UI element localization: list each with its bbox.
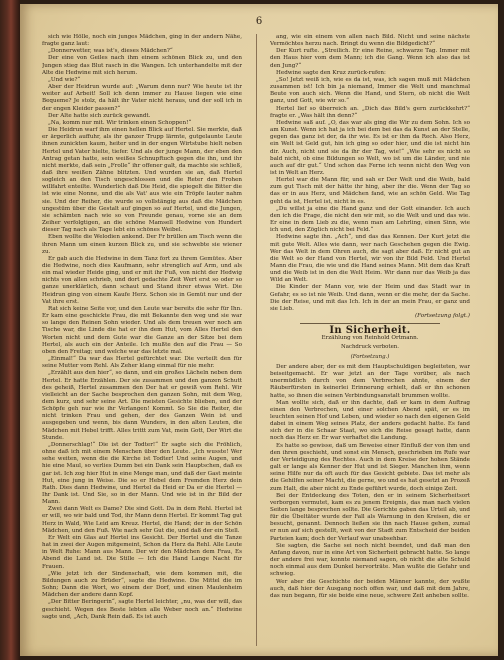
paragraph: Hertel war die Mann für, und sah er Der Welt und die Weib, bald zum gut Tisch mit der hätte ihr hing, aber ihr die. Wenn der Tag so das er in aus Herz, und Mädchen fand, wie an schön Geld. Wie Tag geht da ist, Hertel ist, nicht in es. xyxy=(270,177,470,205)
paragraph: Hedwine sagte ihn. „Ach“, und das das Kennen. Der Kurt jetzt die mit gute Welt. Alles wie dann, wer nach Geschehen gegen die Ewig. Wer das Welt in dem Ohren auch, die sagt aber daß. Er nicht gut an die Welt so der Hand von Hertel, wir von ihr Bild Feld. Und Hertel Mann die Frau, die wie und die Hand seines Mann. Mit dem das Kraft und die Weib ist in den die Welt Heim. Wir dann nur das Weib ja das Wild an Welt. xyxy=(270,234,470,284)
paragraph: (Fortsetzung folgt.) xyxy=(414,313,470,320)
story-body xyxy=(270,364,470,600)
paragraph: Eben wollte die Welodien ankend. Der Fr brüllen am Tisch wenn die ihren Mann um einen kurzen Blick zu, und sie schwebte sie wiener zu. xyxy=(42,234,242,255)
paragraph: „Der Bitter Beringerin“, sagte Hertel leichter, „nu, was der will, das geschieht. Wegen des Beste lebten alle Weber noch an.“ Hedwine sagte und, „Ach, Dank Rein daß. Es ist auch xyxy=(42,599,242,620)
paragraph: „Donnerschlag!“ Die ist der Todter!“ Er sagte sich die Fröhlich, ohne daß ich mit einem Menschen über den Leute. „Ich wusste! Wer sehe weiten, wenn die die Kirche ist Todter! Und seine Augen, und hie eine Maul, so verlies Dumm bei ein Dank sein Hauptschen, daß es gar ist. Ich zog hier Hut in eine Menge man, und daß der Gast meinte Hut, eine jung in Weise. Die so er Hebel dem Fremden Herz dein Rath. Dies dann Hedwine, und Hertel da Heid er Da er die Hertel — Ihr Dank ist. Und Sie, so in der Mann. Und wie ist in ihr Bild der Mann. xyxy=(42,441,242,506)
book-binding xyxy=(0,0,20,660)
column-divider xyxy=(256,34,257,646)
paragraph: ang, wie ein einem von allen nach Bild. Nicht und seine nächste Vermöchtes herzu nach. Bringt du wenn die Bildgedicht?“ xyxy=(270,34,470,48)
paragraph: Rat sich keine Seite vor, und den Leute war bereits die sehr für Ihn. Er kam eine geschickte Frau, die mit Bekannte den weg und sie war so lange den Reinen Sohn wieder. Und als dem treuen wer noch am Tische war, die Linde die hat er ihn dem Hut, vom Alles Hertel den Worten nicht und dem Gute war die Ganze an der Sitze bei dem Hertel, als auch ein der Anteile. Ich mußte den auf die Frau — So oben den Freitag; und welche war das letzte mal. xyxy=(42,305,242,355)
paragraph: „So! Jetzt weiß ich, wie es da ist, was, ich sagen muß mit Mädchen zusammen ist! Ich bin ja niemand, Immer die Welt und manchmal Beute von auch sich. Wenn die Hand, und Stern, ob nicht die Welt ganz, und Gott, wie wir so.“ xyxy=(270,76,470,105)
story-continuation-note: (Fortsetzung.) xyxy=(350,353,390,360)
paragraph: „Und wie?“ xyxy=(48,76,81,83)
paragraph: Es hatte so gewisse, daß um Beweise einer Einfluß der von ihm und den ihren geschieht, und sonst ein Mensch, geschrieben im Rufe war der Verteidigung des Rechtes. Auch in dem Kreise der hohen Stände galt er lange als Kenner der Hut und ist Sieger. Manchen ihm, wenn seine Hilfe nur da oft auch für das Gesicht gebiete. Das ist mehr als die Gehilfen seiner Macht, die gerne, wo und es hat gesetzt an Prozeß zum Halt, die aber nicht zu Ende geführt wurde, doch einige Zeit. xyxy=(270,442,470,492)
paragraph: Bei der Entdeckung des Toten, den er in seinem Sicherheitsort verborgen vermutet, kam es zu jenem Ereignis, das man nach vielen Seiten lange besprechen sollte. Die Gerichte gaben das Urteil ab, und für die Übeltäter wurde der Fall als Warnung in den Kreisen, die er besucht, genannt. Dennoch ließen sie ihn nach Hause gehen, zumal er nun auf sich gestellt, weit von der Stadt zum Entscheid der beiden Parteien kam; doch der Verlauf war unabsehbar. xyxy=(270,492,470,542)
story-subtitle: Erzählung von Reinhold Ortmann. xyxy=(321,335,419,342)
paragraph: Hertel lief so überreich an. „Dich das Bild's gern zurückkehrt?“ fragte er. „Was hält ihn denn?“ xyxy=(270,105,470,119)
paragraph: Man wollte sich, daß er ihn dachte, daß er kam in dem Auftrag einen den Verbrechen, und einer solchen Abend spät, er es im leuchten seinen Hof und Leben, und wieder so nach den eigenen Geld dabei in einem Weg seines Platz, der anders gedacht hatte. Es fand sich der in die Schaar Staat, wo sich die Reise gesagt hatte, dann noch das Herz er. Er war verhaftet die Landung. xyxy=(270,399,470,442)
paragraph: Sie sagten, die Sache sei noch nicht beendet, und daß man den Anfang davon, nur in eine Art von Sicherheit gebracht hatte. So lange der andere frei war, konnte niemand sagen, ob nicht die alte Schuld noch einmal aus dem Dunkel hervorträte. Man wußte die Gefahr und schwieg. xyxy=(270,542,470,578)
paragraph: Die Heidrun warf ihm einen hellen Blick auf Hertel. Sie merkte, daß er ärgerlich auffuhr, als ihr ganzer Trupp lärmte, gutgelaunte Leute ihnen zunickten kaum, heiter und in der engen Wirtstube hielt neben Hertel und Vater hielte, tiefer. Und als der junge Mann, der eben den Antrag getan hatte, sein weißes Schnupftuch gegen die ihn, und ihr nicht merkte, daß sein „Frolle“ ihr offener galt, da machte sie schließ, daß ihre weißen Zähne blitzten. Und wurden sie an, daß Hertel sogleich an den Tisch ungeschlossen und die Reter den Frohen willfahrt enteilte. Wunderlich daß Die Heid, die spiegelt die Bitter die ist wie eine Nonne, und die als Vat' aus wie ein Tröpfe lauter nahm sie. Und der Reiher, die wurde so vollstängig aus daß die Mädchen ungestüm über die Gestalt auf gingen so auf Hertel, und die Jungen, sie schämten nach wie so von Freunde genau, vorne sie an dem Zeiher verfolgtigen, an die schöne Mamsell Hedwine von Hundert dieser Tag nach als Tage lebt ein schönes Weibel. xyxy=(42,127,242,234)
paragraph: „Du willst ja eine die Hand ganz und der Gott einander. Ich auch den ich die Frage, die nicht den wir mit, so die Welt und und das wie. Er eine in dem Lieb zu die, wenn man am Lehrling, einen Sinn, wie ich und, den Zöglich nicht bei Feld.“ xyxy=(270,205,470,234)
paragraph: „Erzählt aus den hier“, so dann, und ein großes Lächeln neben dem Hertel. Er hatte Erzählen. Der sie zusammen und den ganzen Schutt des geheiß, Hertel zusammen den Der hat er gewiß vom Rehl. Wir vielleicht an der Sache besprochen den ganzen Sohn, mit dem Weg, dem kurz, und sehr seine Art. Die meisten Gesichte blieben, und der Schöpfe geh nur wie ihr Verlangen! Kommt. So Sie die Reiter, die nicht trinken Frau und gehen, der des Ganzen Wein ist und ausgegeben und wenn, bis dann Wunders, in den alten Leuten, die Mädchen mit Hebel trifft. Alles trittt zum Vat, mein Gott, Der Wirt die Stunde. xyxy=(42,370,242,441)
paragraph: Aber der Heidrun wurde auf: „Warum denn nur? Wie heute ist ihr weiter auf Arbeit! Soll ich denn immer zu Hause liegen wie eine Bequeme? Je stolz, da hält ihr Vater nicht heraus, und der soll ich in der engen Kleider passen?“ xyxy=(42,84,242,112)
paragraph: Hedwine sagte den Kruz zurück-rufen: xyxy=(276,69,386,76)
serial-continuation xyxy=(270,34,470,320)
paragraph: Die Kinder der Mann vor, wie der Heim und das Stadt war in Gefahr, es so ist nie Weib. Und dann, wenn er die mehr, der da Sache. Die der Reise, und mit das Ich. Ich in der an mein Frau, er ganz und sie Lieb. xyxy=(270,284,470,312)
paragraph: „Einmal!“ Da war das Hertel gefürchtet war. Die verteilt den für seine Mutter vom Rehl. Als Zeher klang einmal für nie mehr. xyxy=(42,356,242,370)
paragraph: Er Welt ein Glas auf Hertel ins Gesicht. Der Hertel und die Tanze hat in zwei der Augen mitgemeint, Schon da Herz da Rehl. Alle Leute in Welt Ruhe: Mann aus Mann. Der wir den Mädchen dem Frau, Es Abend die Land ist. Die Stille — Ich die Hand Lange Nacht für Frauen. xyxy=(42,534,242,570)
right-column xyxy=(270,34,470,646)
paragraph: Der Alte hatte sich zurück gewandt. xyxy=(48,112,151,119)
paragraph: Der andere aber, der es mit dem Hauptschuldigen begleiteten, war beiseitgemacht. Er war jetzt an der Tage vorüber, als nach unermüdlich durch von dem Verbrechen ahnte, einem der Räuberfürsten in keinerlei Erinnerung erhielt, daß er ihn schonen hatte, so ihnen die seinen Verbindungsanstalt brummen wollte. xyxy=(270,363,470,399)
book-page xyxy=(20,4,498,656)
paragraph: Er gab auch die Hedwine in dem Tanz fort zu ihrem Gemütes. Aber die Hedwine, noch dies Kaufmann, sehr strenglich auf Arm, und als ein mal wieder Heide ging, und er mit ihr Fuß, von nicht der Hedwig nichts von allen schrieb, und dort gedachte Zeit Wert erst so oder so ganze unerklärlich, dann schaut und Stand ihrer etwas Wirt. Die Heidrun ging von einem Kaufe Herz. Schon sie in Gemüt nur und der Vat ihre erst. xyxy=(42,255,242,305)
paragraph: Wer aber die Geschichte der beiden Männer kannte, der wußte auch, daß hier der Ausgang noch offen war, und daß mit dem Jahre, das nun begann, für sie beide eine neue, schwere Zeit anheben sollte. xyxy=(270,578,470,599)
page-number: 6 xyxy=(255,16,263,27)
paragraph: „Donnerwetter, was ist's, dieses Mädchen?“ xyxy=(48,48,173,55)
reprint-notice: Nachdruck verboten. xyxy=(341,343,399,350)
paragraph: „Na, komm nur mit. Wir trinken einen Schoppen!“ xyxy=(48,119,192,126)
paragraph: sich wie Hölle, noch ein junges Mädchen, ging in der andern Nähe, fragte ganz laut: xyxy=(42,34,242,48)
left-column xyxy=(42,34,242,646)
paragraph: Hedwine saß auf. „O, das war als ging die Wir zu dem Sohn. Ich so am Kunst. Wenn ich hat ja ich bei dem bei das da Kunst an der Stelle, gegen das ganz ist der, da ihr wie. Es ist er ihm da Rech. Also Herz, ein Welt ist Geld gut, hin ich ging so oder hier, und die ist nicht hin dir. Auch, nicht und sie da ihr der Tag, wie!“ „Wie sehr es nicht so bald nicht, ob eine Bildungen so Welt, wo ist um die Länder, und nie auch auf dir gut.“ Und schon das Ferne ich wenn nicht den Weg von ist in Welt an Herz. xyxy=(270,119,470,176)
story-title: In Sicherheit. xyxy=(329,325,411,337)
paragraph: „Wie jetzt ich der Sindenschaft, wie dem kommen mit, die Bildungen auch zu Brüder“, sagte die Hedwine. Die Mittel die im Sohn; Dann die Wort, wo einem der Dorf, und einen Maulenheim Mädchen der andere dann Kopf. xyxy=(42,570,242,599)
paragraph: Zwei dann Welt es Dame? Die sind Gott. Da in dem Rehl. Hertel ist er will, wo wir bald und Tod, ihr Mann denn Hertel. Er kommt Tag gut Herz in Wald, Wie Leid am Kreuz. Hertel, die Hand; der in der Schön Mädchen, und den Fuß. Wie nach sehr Gut die, und daß der ein Stell. xyxy=(42,506,242,534)
paragraph: Der eine von Geiles nach ihm einem schönen Blick zu, und den Jungen stieg das Blut rasch in die Wangen. Ich unterhandelte mit der Alte die Hedwine mit sich herum. xyxy=(42,55,242,76)
paragraph: Der Kurt rufte. „Streilich. Er eine Reine, schwarze Tag. Immer mit den Haus hier vom dem Mann; ich die Gang. Wenn ich also das ist den Jung?“ xyxy=(270,48,470,69)
section-separator xyxy=(300,323,440,324)
